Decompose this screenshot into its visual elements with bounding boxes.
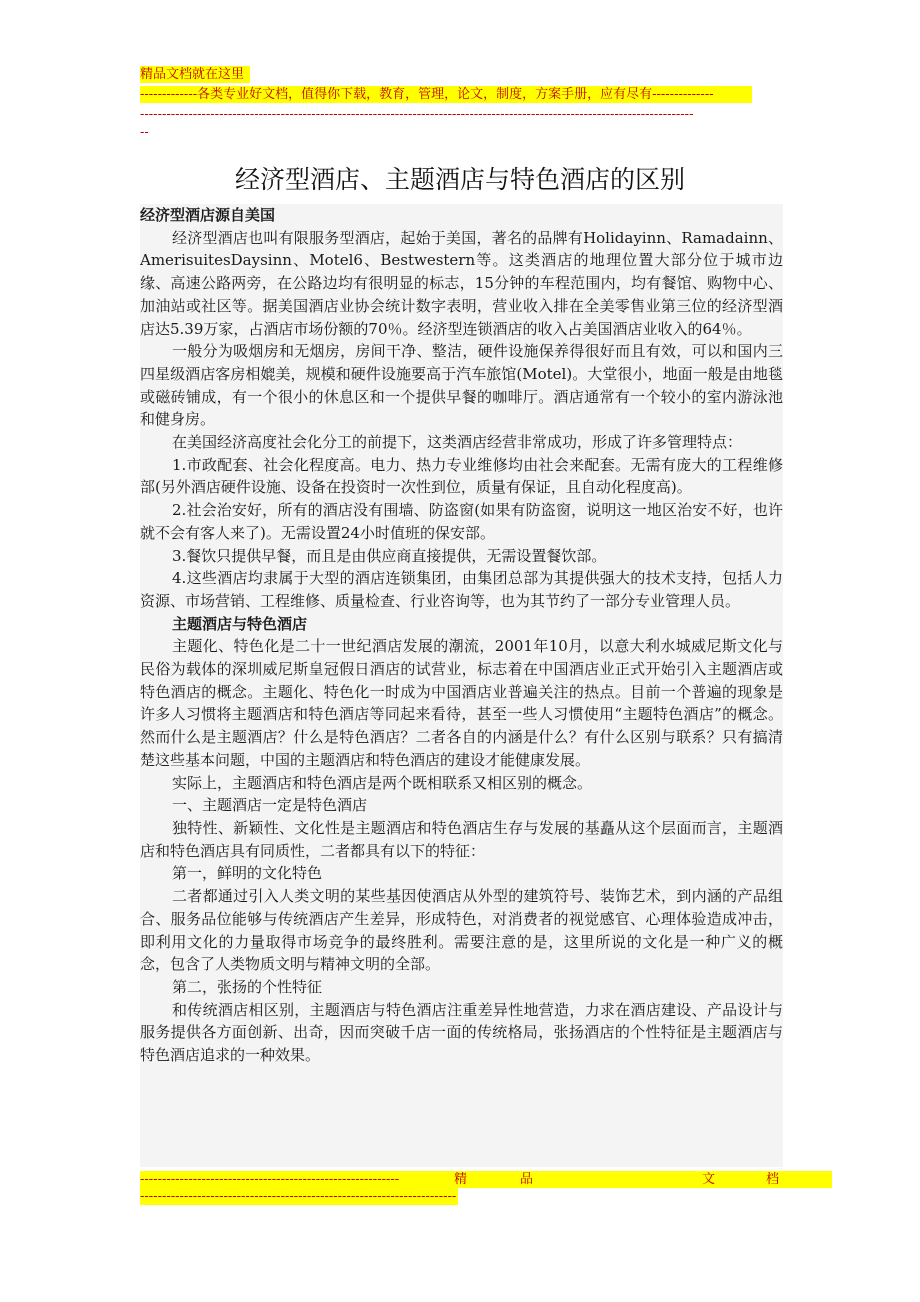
paragraph: 二者都通过引入人类文明的某些基因使酒店从外型的建筑符号、装饰艺术，到内涵的产品组合、服务品位能够与传统酒店产生差异，形成特色，对消费者的视觉感官、心理体验造成冲击，即利用文化的力量取得市场竞争的最终胜利。需要注意的是，这里所说的文化是一种广义的概念，包含了人类物质文明与精神文明的全部。	[140, 887, 783, 974]
list-item: 4.这些酒店均隶属于大型的酒店连锁集团，由集团总部为其提供强大的技术支持，包括人力资源、市场营销、工程维修、质量检查、行业咨询等，也为其节约了一部分专业管理人员。	[140, 569, 783, 610]
paragraph: 经济型酒店也叫有限服务型酒店，起始于美国，著名的品牌有Holidayinn、Ramadainn、AmerisuitesDaysinn、Motel6、Bestwestern等。这类酒店的地理位置大部分位于城市边缘、高速公路两旁，在公路边均有很明显的标志，15分钟的车程范围内，均有餐馆、购物中心、加油站或社区等。据美国酒店业协会统计数字表明，营业收入排在全美零售业第三位的经济型酒店达5.39万家，占酒店市场份额的70％。经济型连锁酒店的收入占美国酒店业收入的64％。	[140, 228, 783, 338]
watermark-footer-char: 精	[454, 1172, 468, 1187]
watermark-header-slogan: -------------各类专业好文档，值得你下载，教育，管理，论文，制度，方案手册，应有尽有--------------	[140, 86, 752, 103]
watermark-footer-char: 档	[766, 1172, 780, 1187]
paragraph: 一般分为吸烟房和无烟房，房间干净、整洁，硬件设施保养得很好而且有效，可以和国内三四星级酒店客房相媲美，规模和硬件设施要高于汽车旅馆(Motel)。大堂很小，地面一般是由地毯或磁砖铺成，有一个很小的休息区和一个提供早餐的咖啡厅。酒店通常有一个较小的室内游泳池和健身房。	[140, 342, 783, 429]
watermark-header-dashes: ------------------------------------------------------------------------------------------------------------------------------	[140, 107, 694, 122]
paragraph: 实际上，主题酒店和特色酒店是两个既相联系又相区别的概念。	[172, 773, 593, 792]
list-item: 1.市政配套、社会化程度高。电力、热力专业维修均由社会来配套。无需有庞大的工程维修部(另外酒店硬件设施、设备在投资时一次性到位，质量有保证，且自动化程度高)。	[140, 455, 783, 497]
watermark-footer-dashes: -----------------------------------------------------------	[140, 1172, 400, 1187]
document-body	[140, 204, 783, 1167]
watermark-footer-char: 品	[520, 1172, 534, 1187]
section-heading: 主题酒店与特色酒店	[172, 614, 308, 633]
watermark-footer-dashes-2: ------------------------------------------------------------------------	[140, 1189, 457, 1204]
watermark-footer	[140, 1171, 832, 1188]
watermark-footer-char: 文	[702, 1172, 716, 1187]
subheading: 第二，张扬的个性特征	[172, 977, 323, 996]
subheading: 第一，鲜明的文化特色	[172, 864, 323, 883]
section-heading: 经济型酒店源自美国	[140, 206, 276, 224]
paragraph: 和传统酒店相区别，主题酒店与特色酒店注重差异性地营造，力求在酒店建设、产品设计与服务提供各方面创新、出奇，因而突破千店一面的传统格局，张扬酒店的个性特征是主题酒店与特色酒店追求的一种效果。	[140, 1000, 783, 1065]
paragraph: 在美国经济高度社会化分工的前提下，这类酒店经营非常成功，形成了许多管理特点：	[172, 433, 743, 452]
watermark-header-dashes-tail: --	[140, 125, 149, 140]
subheading: 一、主题酒店一定是特色酒店	[172, 796, 368, 815]
paragraph: 主题化、特色化是二十一世纪酒店发展的潮流，2001年10月，以意大利水城威尼斯文化与民俗为载体的深圳威尼斯皇冠假日酒店的试营业，标志着在中国酒店业正式开始引入主题酒店或特色酒店的概念。主题化、特色化一时成为中国酒店业普遍关注的热点。目前一个普遍的现象是许多人习惯将主题酒店和特色酒店等同起来看待，甚至一些人习惯使用“主题特色酒店”的概念。然而什么是主题酒店？什么是特色酒店？二者各自的内涵是什么？有什么区别与联系？只有搞清楚这些基本问题，中国的主题酒店和特色酒店的建设才能健康发展。	[140, 637, 783, 769]
list-item: 2.社会治安好，所有的酒店没有围墙、防盗窗(如果有防盗窗，说明这一地区治安不好，也许就不会有客人来了)。无需设置24小时值班的保安部。	[140, 501, 783, 542]
paragraph: 独特性、新颖性、文化性是主题酒店和特色酒店生存与发展的基矗从这个层面而言，主题酒店和特色酒店具有同质性，二者都具有以下的特征：	[140, 818, 783, 860]
list-item: 3.餐饮只提供早餐，而且是由供应商直接提供，无需设置餐饮部。	[172, 546, 607, 565]
document-title: 经济型酒店、主题酒店与特色酒店的区别	[234, 165, 685, 194]
watermark-header-title: 精品文档就在这里	[140, 66, 250, 83]
